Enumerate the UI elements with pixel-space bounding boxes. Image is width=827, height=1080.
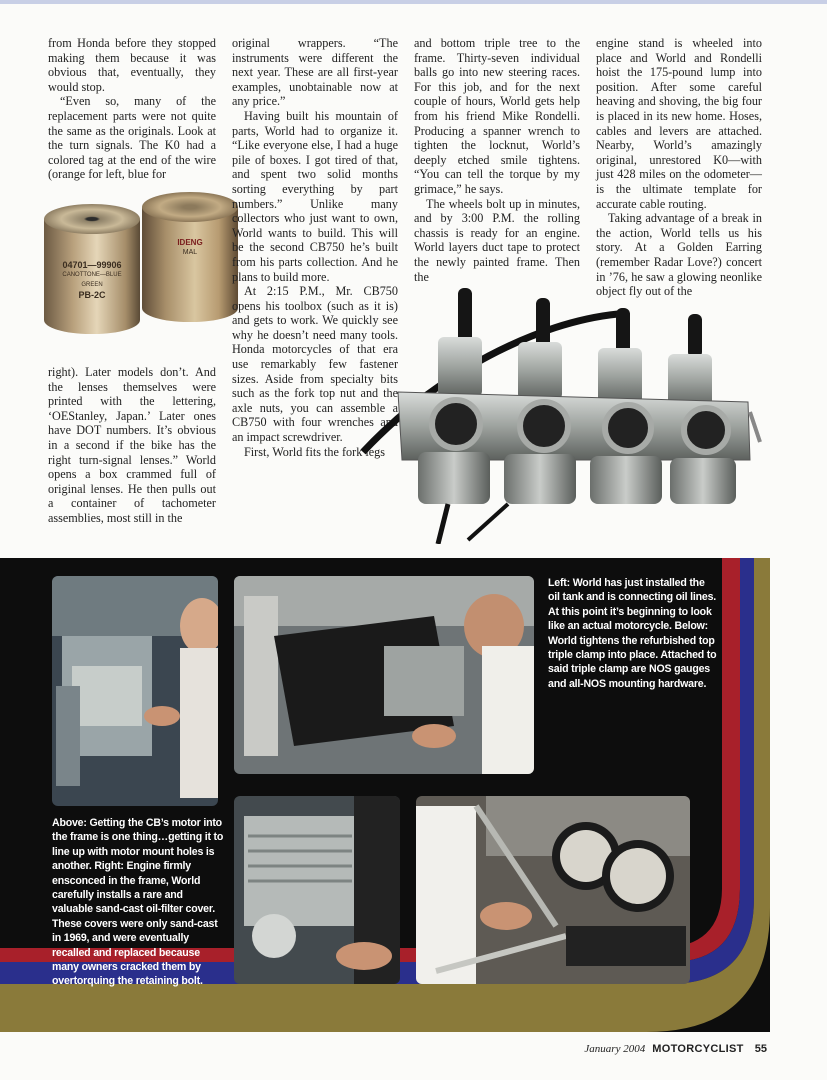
paragraph: engine stand is wheeled into place and World and Rondelli hoist the 175-pound lump into position. After some careful heaving and shoving, the big four is placed in its new home. Hoses, cables and levers are attached. Nearby, World’s amazingly original, unrestored K0—with just 428 miles on the odometer—is the ultimate template for accurate cable routing. <box>596 36 762 211</box>
photo-oil-tank-install <box>234 576 534 774</box>
photo-oil-filter-cover <box>234 796 400 984</box>
article-column-1-top <box>48 36 216 182</box>
paragraph: Taking advantage of a break in the action, World tells us his story. At a Golden Earring (remember Radar Love?) concert in ’76, he saw a glowing neonlike object fly out of the <box>596 211 762 299</box>
page-footer <box>584 1043 767 1055</box>
article-column-3 <box>414 36 580 284</box>
photo-spread-panel <box>0 558 770 1032</box>
issue-date: January 2004 <box>584 1043 646 1055</box>
can-label-line: 04701—99906 <box>62 260 122 270</box>
article-column-1-bottom <box>48 365 216 526</box>
caption-top-right: Left: World has just installed the oil tank and is connecting oil lines. At this point it’s beginning to look like an actual motorcycle. Below: World tightens the refurbished top triple clamp into place. Attached to said triple clamp are NOS gauges and all-NOS mounting hardware. <box>548 577 717 690</box>
carburetor-bank-photo <box>358 282 768 544</box>
paragraph: “Even so, many of the replacement parts were not quite the same as the originals. Look at the turn signals. The K0 had a colored tag at the end of the wire (orange for left, blue for <box>48 94 216 182</box>
caption-bottom-left: Above: Getting the CB’s motor into the frame is one thing…getting it to line up with motor mount holes is another. Right: Engine firmly ensconced in the frame, World carefully installs a rare and valuable sand-cast oil-filter cover. These covers were only sand-cast in 1969, and were eventually recalled and replaced because many owners cracked them by overtorquing the retaining bolt. <box>52 817 224 988</box>
photo-triple-clamp-gauges <box>416 796 690 984</box>
photo-engine-in-frame <box>52 576 218 806</box>
can-label-line: MAL <box>182 249 198 256</box>
paragraph: original wrappers. “The instruments were different the next year. These are all first-year examples, unobtainable now at any price.” <box>232 36 398 109</box>
paragraph: Having built his mountain of parts, World had to organize it. “Like everyone else, I had a huge pile of boxes. I got tired of that, and spent two solid months sorting everything by part numbers.” Unlike many collectors who just want to own, World wants to build. This will be the second CB750 he’s built from his parts collection. And he plans to build more. <box>232 108 398 284</box>
paragraph: from Honda before they stopped making them because it was obvious that, eventually, they would stop. <box>48 36 216 94</box>
paragraph: At 2:15 P.M., Mr. CB750 opens his toolbox (such as it is) and gets to work. We quickly see why he doesn’t need many tools. Honda motorcycles of that era use remarkably few fastener sizes. Aside from specialty bits such as the fork top nut and the axle nuts, you can assemble a CB750 with four wrenches and an impact screwdriver. <box>232 284 398 445</box>
magazine-name: MOTORCYCLIST <box>652 1043 744 1055</box>
can-label-line: CANOTTONE—BLUE GREEN <box>62 272 122 288</box>
page-number: 55 <box>754 1043 767 1055</box>
can-label-line: PB-2C <box>78 290 106 300</box>
turn-signal-lens-cans-photo <box>40 188 250 350</box>
paragraph: right). Later models don’t. And the lenses themselves were printed with the lettering, ‘OEStanley, Japan.’ Later ones have DOT numbers. It’s obvious in a second if the bike has the right turn-signal lenses.” World opens a box crammed full of original lenses. He then pulls out a container of tachometer assemblies, most still in the <box>48 365 216 525</box>
can-left <box>44 206 140 334</box>
can-right <box>142 194 238 322</box>
can-label-line: IDENG <box>177 238 203 247</box>
paragraph: The wheels bolt up in minutes, and by 3:00 P.M. the rolling chassis is ready for an engine. World layers duct tape to protect the newly painted frame. Then the <box>414 196 580 284</box>
paragraph: First, World fits the fork legs <box>244 444 385 459</box>
top-rule <box>0 0 827 4</box>
article-column-4 <box>596 36 762 299</box>
paragraph: and bottom triple tree to the frame. Thirty-seven individual balls go into new steering races. For this job, and for the next couple of hours, World gets help from his friend Mike Rondelli. Producing a spanner wrench to tighten the locknut, World’s deeply etched smile tightens. “You can tell the torque by my grimace,” he says. <box>414 36 580 196</box>
